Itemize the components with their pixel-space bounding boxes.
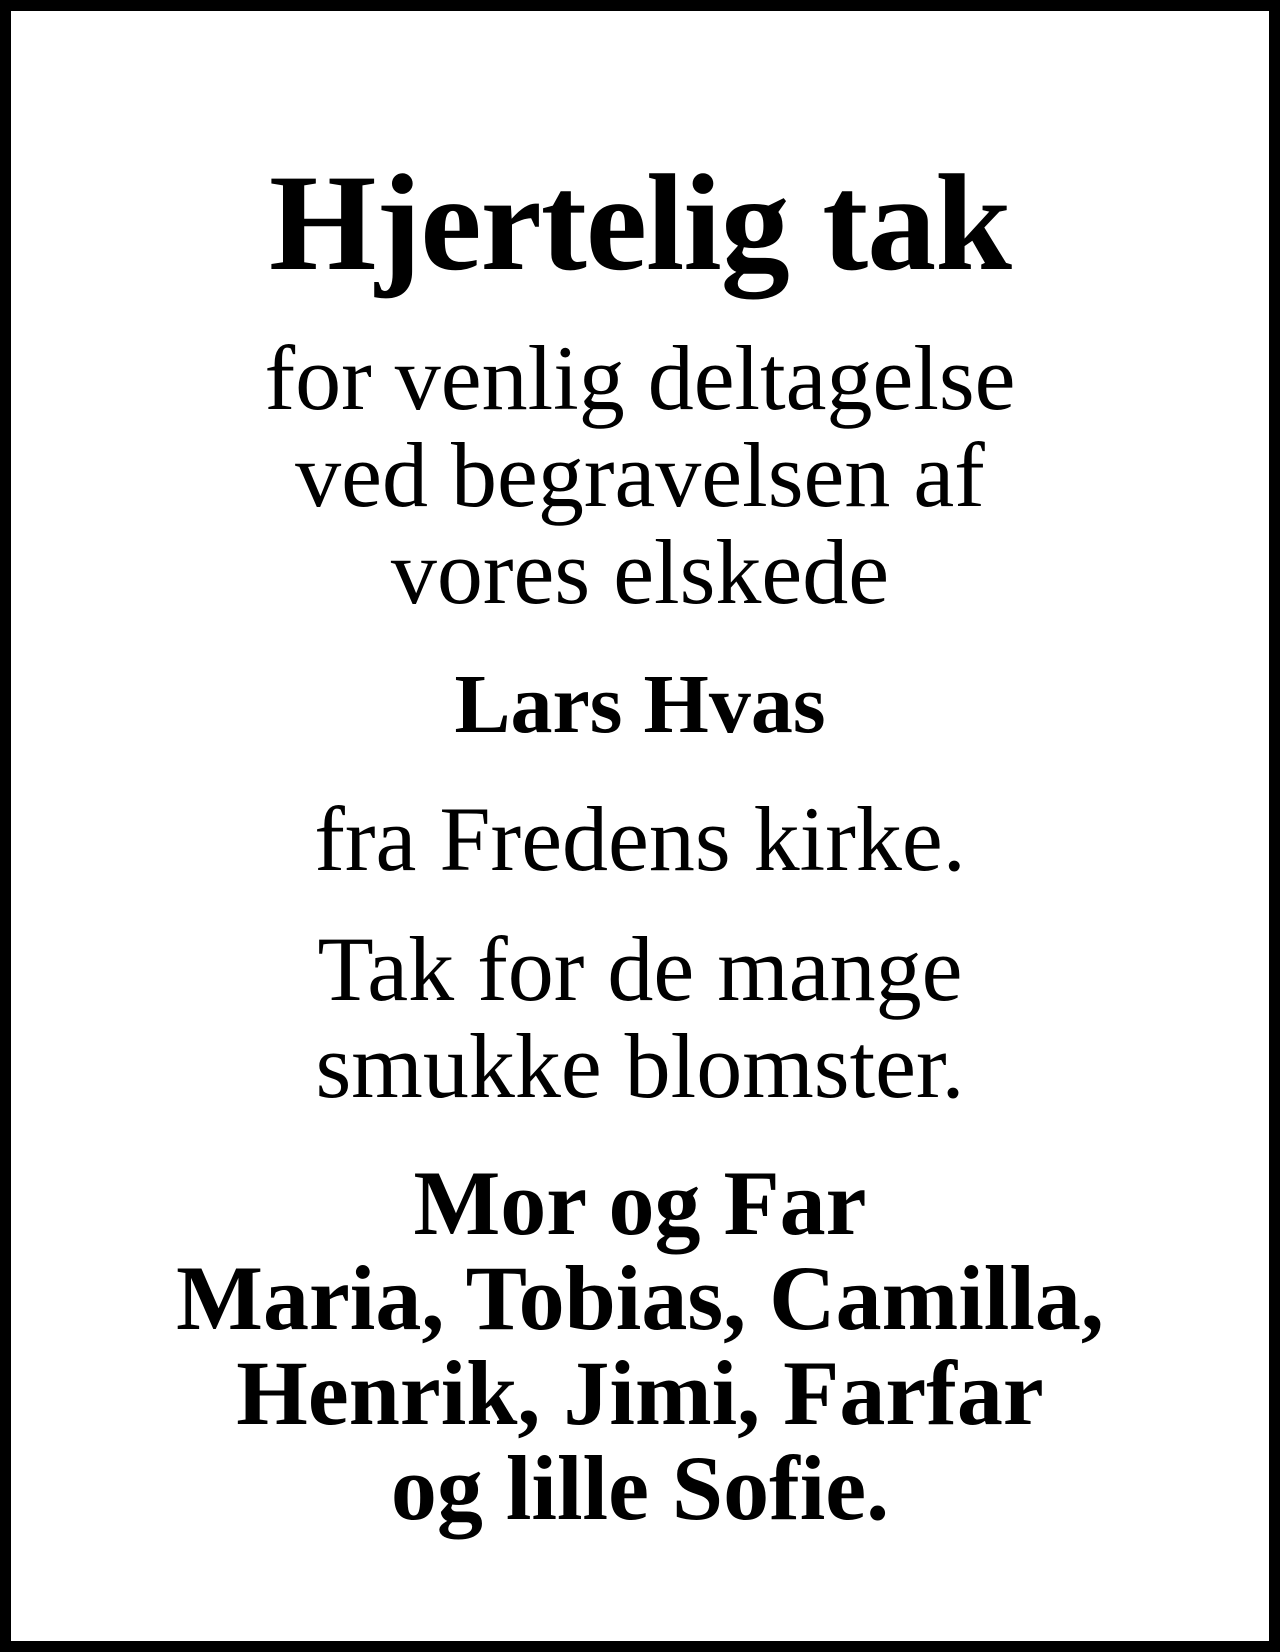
flowers-line: smukke blomster. bbox=[315, 1015, 965, 1117]
signature-line: Henrik, Jimi, Farfar bbox=[236, 1342, 1044, 1444]
church-line: fra Fredens kirke. bbox=[314, 788, 966, 890]
signature-line: Maria, Tobias, Camilla, bbox=[176, 1247, 1104, 1349]
signature-line: og lille Sofie. bbox=[390, 1437, 890, 1539]
signature-line: Mor og Far bbox=[413, 1152, 867, 1254]
flowers-line: Tak for de mange bbox=[317, 918, 963, 1020]
headline: Hjertelig tak bbox=[269, 146, 1011, 299]
deceased-name: Lars Hvas bbox=[454, 658, 826, 751]
intro-line: vores elskede bbox=[390, 521, 890, 623]
intro-line: for venlig deltagelse bbox=[264, 327, 1016, 429]
intro-line: ved begravelsen af bbox=[295, 424, 985, 526]
